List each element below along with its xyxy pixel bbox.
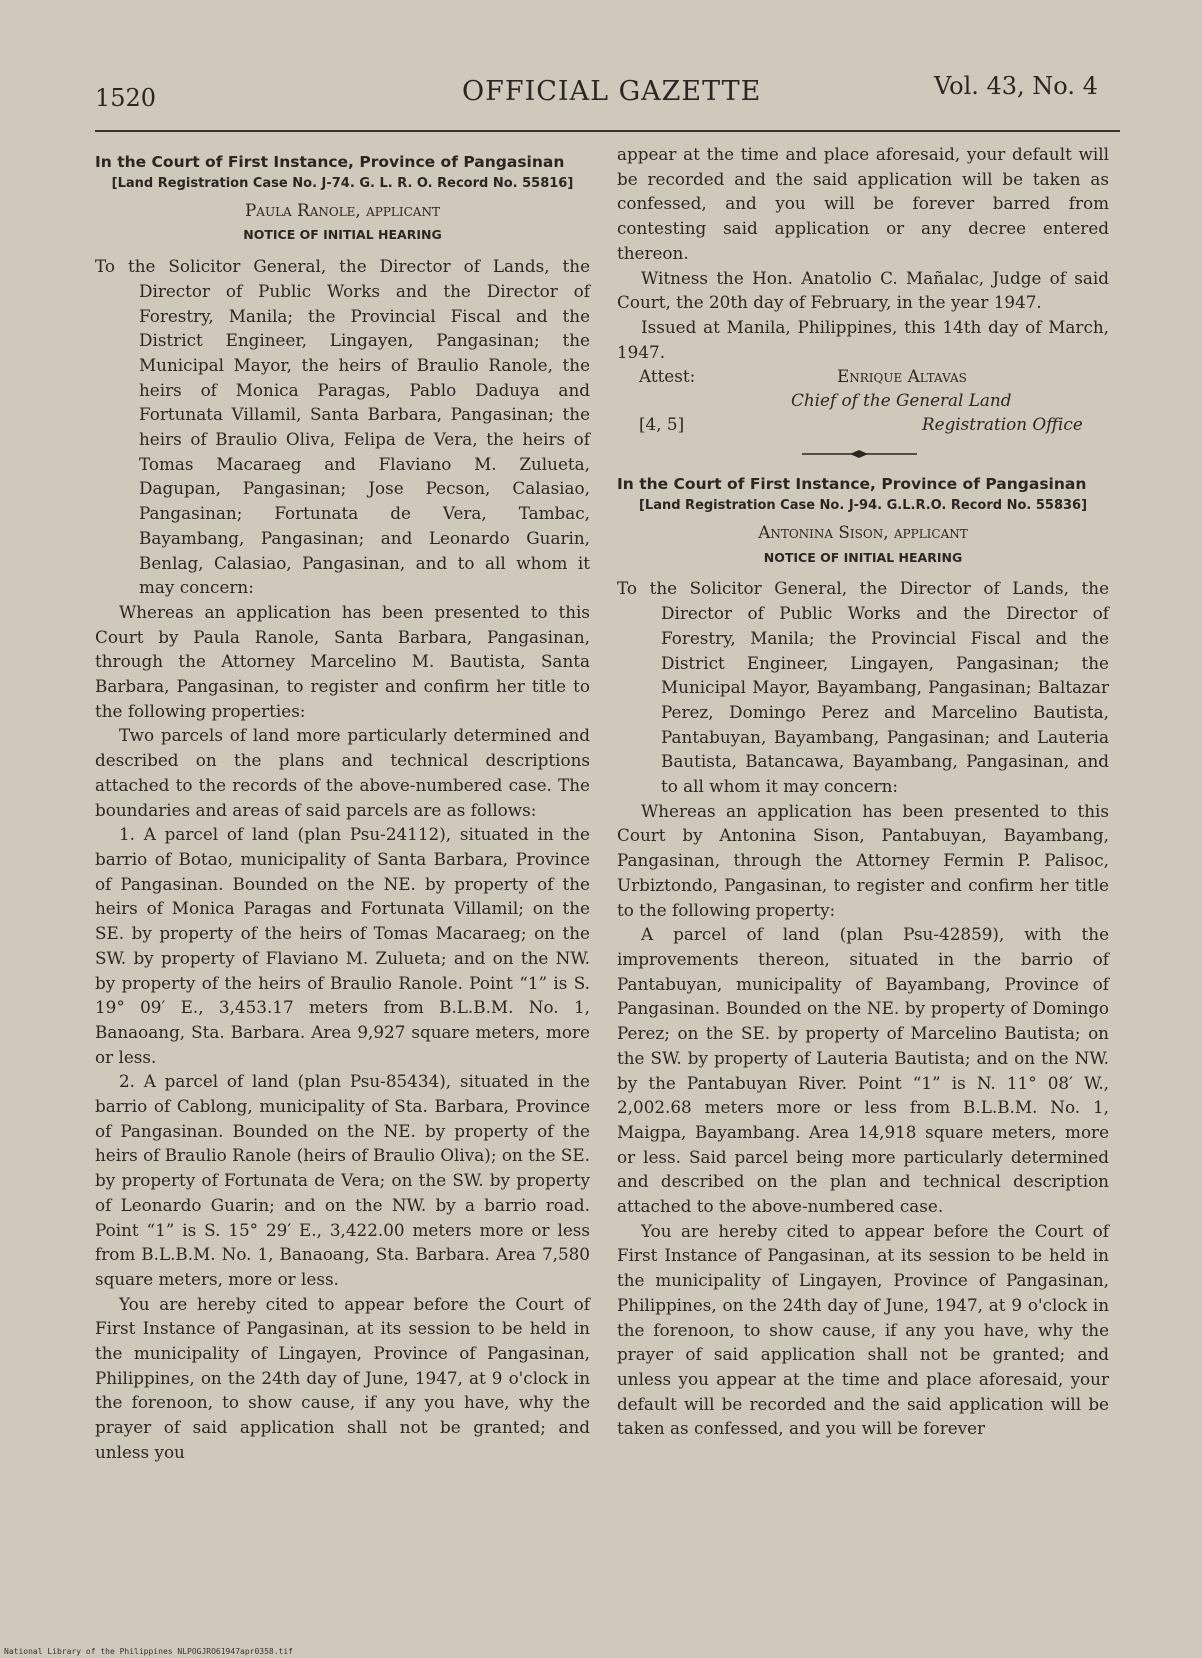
body-paragraph: Two parcels of land more particularly determined and described on the plans and technical descriptions attached to the records of the above-numbered case. The boundaries and areas of said parcels are as follows: [95,725,590,820]
parcel-1-paragraph: 1. A parcel of land (plan Psu-24112), situated in the barrio of Botao, municipality of Santa Barbara, Province of Pangasinan. Bounded on the NE. by property of the heirs of Monica Paragas and Fortunata Villamil; on the SE. by property of the heirs of Tomas Macaraeg; on the SW. by property of Flaviano M. Zulueta; and on the NW. by property of the heirs of Braulio Ranole. Point “1” is S. 19° 09′ E., 3,453.17 meters from B.L.B.M. No. 1, Banaoang, Sta. Barbara. Area 9,927 square meters, more or less. [95,824,590,1067]
notice-title: NOTICE OF INITIAL HEARING [243,227,442,243]
attest-label: Attest: [639,366,696,387]
divider-ornament-icon [802,448,917,460]
court-heading: In the Court of First Instance, Province of Pangasinan [617,475,1087,494]
attest-name: Enrique Altavas [837,366,967,387]
applicant-line: Antonina Sison, applicant [758,522,968,543]
right-column [617,142,1109,1441]
section-divider [617,438,1109,472]
parcel-2-paragraph: 2. A parcel of land (plan Psu-85434), situated in the barrio of Cablong, municipality of Sta. Barbara, Province of Pangasinan. Bounded on the NE. by property of the heirs of Braulio Ranole (heirs of Braulio Oliva); on the SE. by property of Fortunata de Vera; on the SW. by property of Leonardo Guarin; and on the NW. by a barrio road. Point “1” is S. 15° 29′ E., 3,422.00 meters more or less from B.L.B.M. No. 1, Banaoang, Sta. Barbara. Area 7,580 square meters, more or less. [95,1071,590,1289]
continuation-paragraph: appear at the time and place aforesaid, your default will be recorded and the said application will be taken as confessed, and you will be forever barred from contesting said application or any decree entered thereon. [617,144,1109,263]
page-number: 1520 [95,84,157,112]
court-heading: In the Court of First Instance, Province of Pangasinan [95,153,565,171]
case-reference: [Land Registration Case No. J-74. G. L. R. O. Record No. 55816] [111,175,574,191]
addressees-paragraph: To the Solicitor General, the Director of Lands, the Director of Public Works and the Director of Forestry, Manila; the Provincial Fiscal and the District Engineer, Lingayen, Pangasinan; the Municipal Mayor, the heirs of Braulio Ranole, the heirs of Monica Paragas, Pablo Daduya and Fortunata Villamil, Santa Barbara, Pangasinan; the heirs of Braulio Oliva, Felipa de Vera, the heirs of Tomas Macaraeg and Flaviano M. Zulueta, Dagupan, Pangasinan; Jose Pecson, Calasiao, Pangasinan; Fortunata de Vera, Tambac, Bayambang, Pangasinan; and Leonardo Guarin, Benlag, Calasiao, Pangasinan, and to all whom it may concern: [95,256,590,598]
citation-paragraph: You are hereby cited to appear before the Court of First Instance of Pangasinan, at its session to be held in the municipality of Lingayen, Province of Pangasinan, Philippines, on the 24th day of June, 1947, at 9 o'clock in the forenoon, to show cause, if any you have, why the prayer of said application shall not be granted; and unless you [95,1293,590,1462]
attestation-block [617,364,1109,438]
issue-references: [4, 5] [639,414,685,435]
scan-footer: National Library of the Philippines NLPOGJRO61947apr0358.tif [4,1647,293,1656]
volume-label: Vol. 43, No. 4 [934,72,1098,100]
attest-office: Registration Office [922,414,1083,435]
issued-paragraph: Issued at Manila, Philippines, this 14th day of March, 1947. [617,316,1109,362]
attest-title: Chief of the General Land [791,390,1012,411]
witness-paragraph: Witness the Hon. Anatolio C. Mañalac, Judge of said Court, the 20th day of February, in the year 1947. [617,267,1109,313]
parcel-paragraph: A parcel of land (plan Psu-42859), with the improvements thereon, situated in the barrio of Pantabuyan, municipality of Bayambang, Province of Pangasinan. Bounded on the NE. by property of Domingo Perez; on the SE. by property of Marcelino Bautista; on the SW. by property of Lauteria Bautista; and on the NW. by the Pantabuyan River. Point “1” is N. 11° 08′ W., 2,002.68 meters more or less from B.L.B.M. No. 1, Maigpa, Bayambang. Area 14,918 square meters, more or less. Said parcel being more particularly determined and described on the plan and technical description attached to the above-numbered case. [617,924,1109,1217]
addressees-paragraph: To the Solicitor General, the Director of Lands, the Director of Public Works and the Director of Forestry, Manila; the Provincial Fiscal and the District Engineer, Lingayen, Pangasinan; the Municipal Mayor, Bayambang, Pangasinan; Baltazar Perez, Domingo Perez and Marcelino Bautista, Pantabuyan, Bayambang, Pangasinan; and Lauteria Bautista, Batancawa, Bayambang, Pangasinan, and to all whom it may concern: [617,578,1109,797]
header-rule [95,130,1120,132]
notice-title: NOTICE OF INITIAL HEARING [763,549,963,565]
body-paragraph: Whereas an application has been presented to this Court by Paula Ranole, Santa Barbara, Pangasinan, through the Attorney Marcelino M. Bautista, Santa Barbara, Pangasinan, to register and confirm her title to the following properties: [95,601,590,721]
citation-paragraph: You are hereby cited to appear before the Court of First Instance of Pangasinan, at its session to be held in the municipality of Lingayen, Province of Pangasinan, Philippines, on the 24th day of June, 1947, at 9 o'clock in the forenoon, to show cause, if any you have, why the prayer of said application shall not be granted; and unless you appear at the time and place aforesaid, your default will be recorded and the said application will be taken as confessed, and you will be forever [617,1220,1109,1439]
body-paragraph: Whereas an application has been presented to this Court by Antonina Sison, Pantabuyan, Bayambang, Pangasinan, through the Attorney Fermin P. Palisoc, Urbiztondo, Pangasinan, to register and confirm her title to the following property: [617,800,1109,920]
left-column [95,150,590,1465]
applicant-line: Paula Ranole, applicant [245,199,440,220]
publication-title: OFFICIAL GAZETTE [462,76,762,107]
case-reference: [Land Registration Case No. J-94. G.L.R.O. Record No. 55836] [638,498,1088,514]
